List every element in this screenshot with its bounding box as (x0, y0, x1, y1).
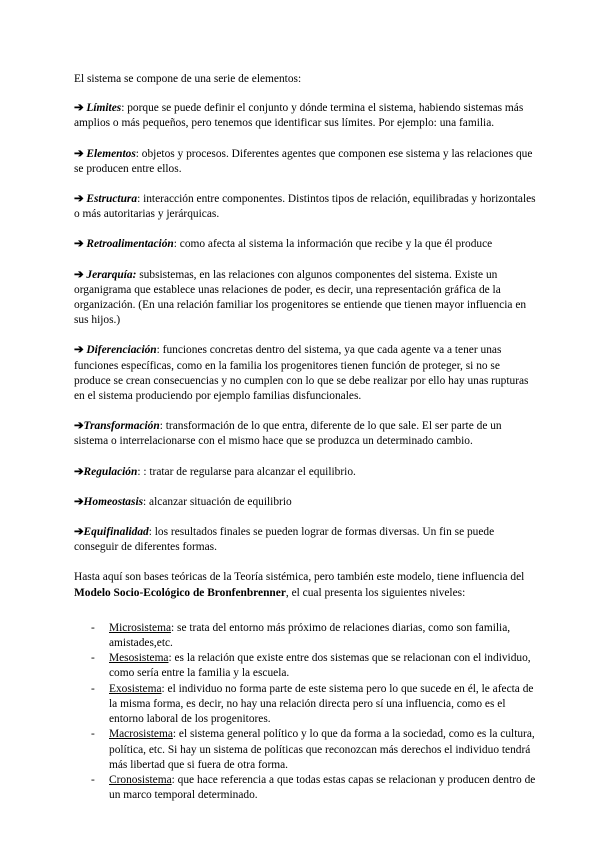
model-text-before: Hasta aquí son bases teóricas de la Teoría sistémica, pero también este modelo, tiene influencia del (74, 571, 525, 584)
element-desc: : porque se puede definir el conjunto y dónde termina el sistema, habiendo sistemas más amplios o más pequeños, pero tenemos que identificar sus límites. Por ejemplo: una familia. (74, 102, 524, 130)
element-term: Estructura (86, 193, 138, 206)
element-term: Regulación (83, 465, 138, 478)
element-desc: : alcanzar situación de equilibrio (143, 495, 292, 508)
level-item-macrosistema (74, 727, 536, 773)
element-item-limites (74, 101, 536, 131)
element-term: Diferenciación (86, 344, 157, 357)
element-term: Retroalimentación (86, 238, 174, 251)
intro-paragraph: El sistema se compone de una serie de elementos: (74, 73, 302, 85)
level-desc: : es la relación que existe entre dos sistemas que se relacionan con el individuo, como sería entre la familia y la escuela. (109, 652, 531, 680)
element-term: Transformación (83, 420, 160, 433)
element-item-elementos (74, 147, 536, 177)
arrow-icon: ➔ (74, 420, 84, 433)
element-item-jerarquia (74, 268, 536, 329)
arrow-icon: ➔ (74, 193, 84, 206)
model-name: Modelo Socio-Ecológico de Bronfenbrenner (74, 586, 286, 599)
element-desc: : interacción entre componentes. Distintos tipos de relación, equilibradas y horizontales o más autoritarias y jerárquicas. (74, 193, 536, 221)
level-name: Microsistema (109, 621, 172, 634)
element-desc: : transformación de lo que entra, diferente de lo que sale. El ser parte de un sistema o interrelacionarse con el mismo hace que se produzca un determinado cambio. (74, 420, 502, 448)
element-term: Jerarquía: (86, 268, 137, 281)
element-desc: : los resultados finales se pueden lograr de formas diversas. Un fin se puede conseguir de diferentes formas. (74, 526, 495, 554)
level-desc: : se trata del entorno más próximo de relaciones diarias, como son familia, amistades,etc. (109, 621, 511, 650)
element-item-transformacion (74, 419, 536, 449)
model-text-after: , el cual presenta los siguientes niveles: (285, 586, 466, 599)
arrow-icon: ➔ (74, 238, 84, 251)
element-desc: subsistemas, en las relaciones con algunos componentes del sistema. Existe un organigrama que establece unas relaciones de poder, es decir, una representación gráfica de la organización. (En una relación familiar los progenitores se entiende que tienen mayor influencia en sus hijos.) (74, 268, 527, 327)
dash-bullet: - (91, 682, 95, 695)
arrow-icon: ➔ (74, 268, 84, 281)
level-name: Exosistema (109, 682, 162, 695)
level-name: Cronosistema (109, 773, 172, 786)
element-desc: : objetos y procesos. Diferentes agentes que componen ese sistema y las relaciones que se producen entre ellos. (74, 147, 533, 175)
element-item-equifinalidad (74, 525, 536, 555)
dash-bullet: - (91, 773, 95, 786)
element-item-homeostasis (74, 495, 536, 510)
element-item-diferenciacion (74, 343, 536, 404)
arrow-icon: ➔ (74, 147, 84, 160)
element-item-regulacion (74, 465, 536, 480)
arrow-icon: ➔ (74, 102, 84, 115)
element-desc: : funciones concretas dentro del sistema, ya que cada agente va a tener unas funciones específicas, como en la familia los progenitores tienen función de proteger, si no se produce se crean consecuencias y no cumplen con lo que se debe realizar por ello hay unas rupturas en el sistema produciendo por ejemplo familias disfuncionales. (74, 344, 529, 403)
level-desc: : que hace referencia a que todas estas capas se relacionan y producen dentro de un marco temporal determinado. (109, 773, 536, 802)
element-desc: : : tratar de regularse para alcanzar el equilibrio. (137, 465, 356, 478)
element-term: Elementos (86, 147, 136, 160)
arrow-icon: ➔ (74, 465, 84, 478)
arrow-icon: ➔ (74, 495, 84, 508)
level-desc: : el sistema general político y lo que da forma a la sociedad, como es la cultura, política, etc. Si hay un sistema de políticas que reconozcan más derechos el individuo tendrá más libertad que si fuera de otra forma. (109, 728, 535, 771)
dash-bullet: - (91, 652, 95, 665)
element-item-retroalimentacion (74, 237, 536, 252)
level-name: Macrosistema (109, 728, 173, 741)
level-item-cronosistema (74, 773, 536, 803)
elements-list (74, 101, 536, 555)
model-paragraph (74, 570, 536, 600)
element-term: Límites (86, 102, 122, 115)
level-item-microsistema (74, 621, 536, 651)
element-term: Equifinalidad (83, 526, 149, 539)
dash-bullet: - (91, 728, 95, 741)
level-item-mesosistema (74, 651, 536, 681)
level-desc: : el individuo no forma parte de este sistema pero lo que sucede en él, le afecta de la misma forma, es decir, no hay una relación directa pero sí una influencia, como es el entorno laboral de los progenitores. (109, 682, 534, 726)
arrow-icon: ➔ (74, 526, 84, 539)
level-name: Mesosistema (109, 652, 169, 665)
dash-bullet: - (91, 621, 95, 634)
document-body (74, 72, 536, 803)
level-item-exosistema (74, 682, 536, 728)
element-term: Homeostasis (83, 495, 144, 508)
element-item-estructura (74, 192, 536, 222)
levels-list (74, 621, 536, 803)
arrow-icon: ➔ (74, 344, 84, 357)
element-desc: : como afecta al sistema la información que recibe y la que él produce (173, 238, 493, 251)
